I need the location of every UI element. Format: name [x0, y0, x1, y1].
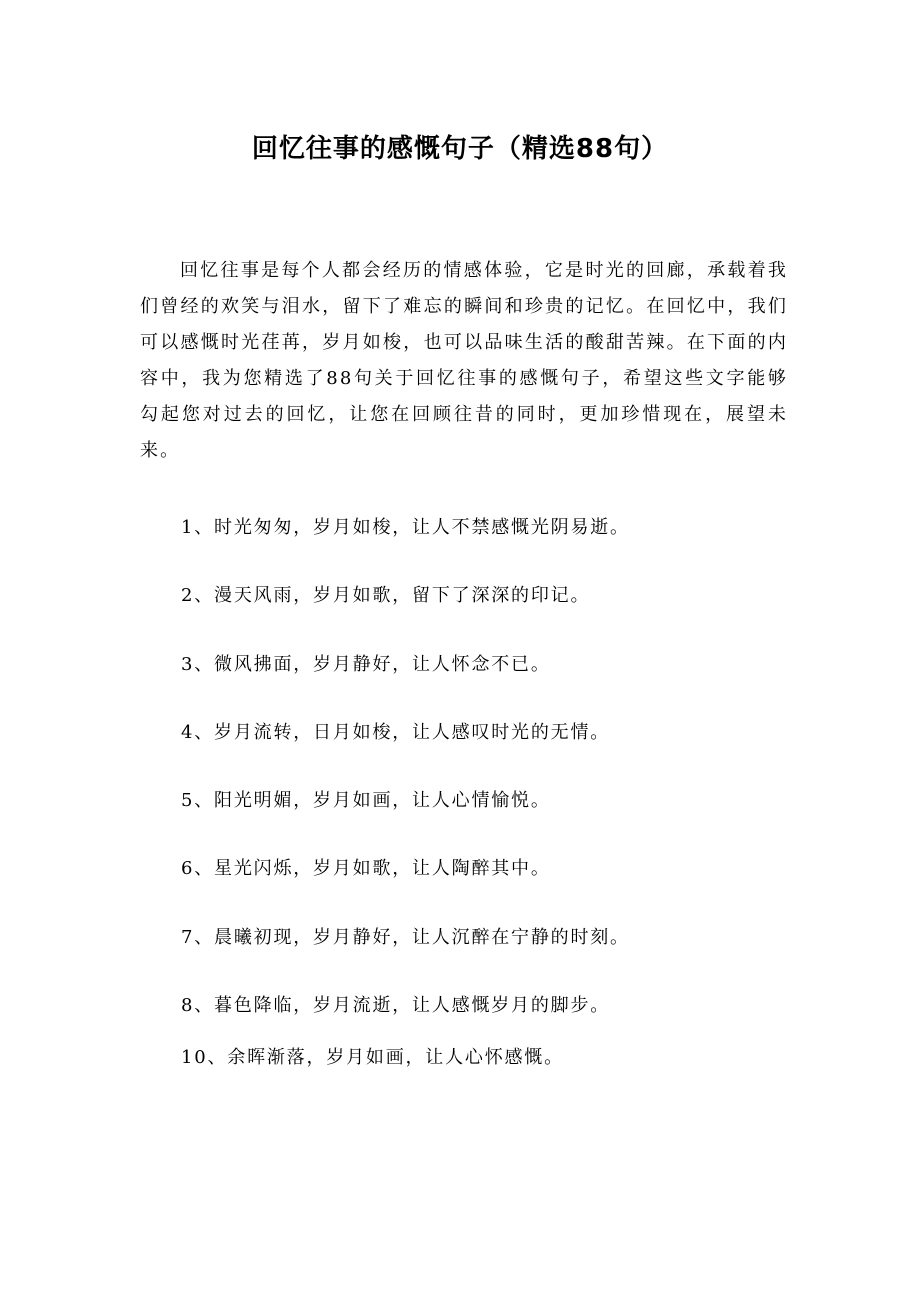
list-item: 6、星光闪烁，岁月如歌，让人陶醉其中。 [181, 858, 551, 879]
list-item: 10、余晖渐落，岁月如画，让人心怀感慨。 [181, 1047, 564, 1068]
intro-paragraph: 回忆往事是每个人都会经历的情感体验，它是时光的回廊，承载着我们曾经的欢笑与泪水，留下了难忘的瞬间和珍贵的记忆。在回忆中，我们可以感慨时光荏苒，岁月如梭，也可以品味生活的酸甜苦辣。在下面的内容中，我为您精选了88句关于回忆往事的感慨句子，希望这些文字能够勾起您对过去的回忆，让您在回顾往昔的同时，更加珍惜现在，展望未来。 [140, 260, 788, 461]
list-item: 2、漫天风雨，岁月如歌，留下了深深的印记。 [181, 585, 591, 606]
list-item: 1、时光匆匆，岁月如梭，让人不禁感慨光阴易逝。 [181, 517, 630, 538]
page-title: 回忆往事的感慨句子（精选88句） [251, 134, 669, 165]
list-item: 5、阳光明媚，岁月如画，让人心情愉悦。 [181, 790, 551, 811]
list-item: 8、暮色降临，岁月流逝，让人感慨岁月的脚步。 [181, 995, 611, 1016]
list-item: 3、微风拂面，岁月静好，让人怀念不已。 [181, 654, 551, 675]
list-item: 4、岁月流转，日月如梭，让人感叹时光的无情。 [181, 722, 611, 743]
list-item: 7、晨曦初现，岁月静好，让人沉醉在宁静的时刻。 [181, 927, 630, 948]
